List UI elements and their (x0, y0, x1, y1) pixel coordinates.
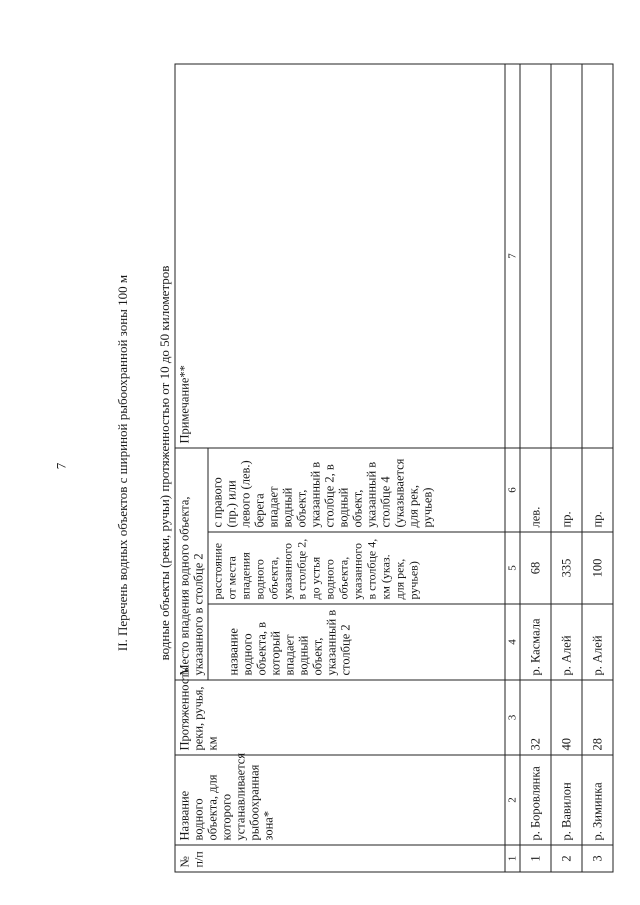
water-objects-table (174, 63, 613, 872)
row-note (520, 63, 551, 447)
header-number: № п/п (175, 845, 505, 872)
col-num-1: 1 (505, 845, 520, 872)
header-row-group (175, 63, 208, 871)
header-note: Примечание** (175, 63, 505, 447)
row-distance: 100 (582, 532, 613, 604)
row-length: 40 (551, 680, 582, 755)
row-note (551, 63, 582, 447)
row-number: 2 (551, 845, 582, 872)
table-row (582, 63, 613, 871)
row-note (582, 63, 613, 447)
header-bank: с правого (пр.) или левого (лев.) берега впадает водный объект, указанный в столбце 2, в водный объект, указанный в столбце 4 (указывается для рек, ручьев) (208, 447, 505, 531)
row-bank: лев. (520, 447, 551, 531)
header-receiver: название водного объекта, в который впадает водный объект, указанный в столбце 2 (208, 604, 505, 680)
row-number: 1 (520, 845, 551, 872)
row-receiver: р. Алей (582, 604, 613, 680)
col-num-4: 4 (505, 604, 520, 680)
header-length: Протяженность реки, ручья, км (175, 680, 505, 755)
col-num-7: 7 (505, 63, 520, 447)
col-num-5: 5 (505, 532, 520, 604)
row-object-name: р. Вавилон (551, 755, 582, 845)
row-receiver: р. Алей (551, 604, 582, 680)
col-num-3: 3 (505, 680, 520, 755)
row-receiver: р. Касмала (520, 604, 551, 680)
section-title: II. Перечень водных объектов с шириной рыбоохранной зоны 100 м (115, 274, 130, 652)
row-distance: 68 (520, 532, 551, 604)
row-bank: пр. (551, 447, 582, 531)
table-row (520, 63, 551, 871)
page-number: 7 (53, 462, 69, 470)
water-objects-table-wrapper (174, 64, 613, 872)
table-row (551, 63, 582, 871)
row-number: 3 (582, 845, 613, 872)
row-distance: 335 (551, 532, 582, 604)
column-number-row (505, 63, 520, 871)
row-object-name: р. Зиминка (582, 755, 613, 845)
row-length: 32 (520, 680, 551, 755)
row-bank: пр. (582, 447, 613, 531)
header-object-name: Название водного объекта, для которого устанавливается рыбоохранная зона* (175, 755, 505, 845)
col-num-6: 6 (505, 447, 520, 531)
row-object-name: р. Боровлянка (520, 755, 551, 845)
col-num-2: 2 (505, 755, 520, 845)
section-subtitle: водные объекты (реки, ручьи) протяженностью от 10 до 50 километров (157, 265, 172, 661)
header-distance: расстояние от места впадения водного объекта, указанного в столбце 2, до устья водного объекта, указанного в столбце 4, км (указ. для рек, ручьев) (208, 532, 505, 604)
row-length: 28 (582, 680, 613, 755)
header-mouth-group: Место впадения водного объекта, указанного в столбце 2 (175, 447, 208, 679)
